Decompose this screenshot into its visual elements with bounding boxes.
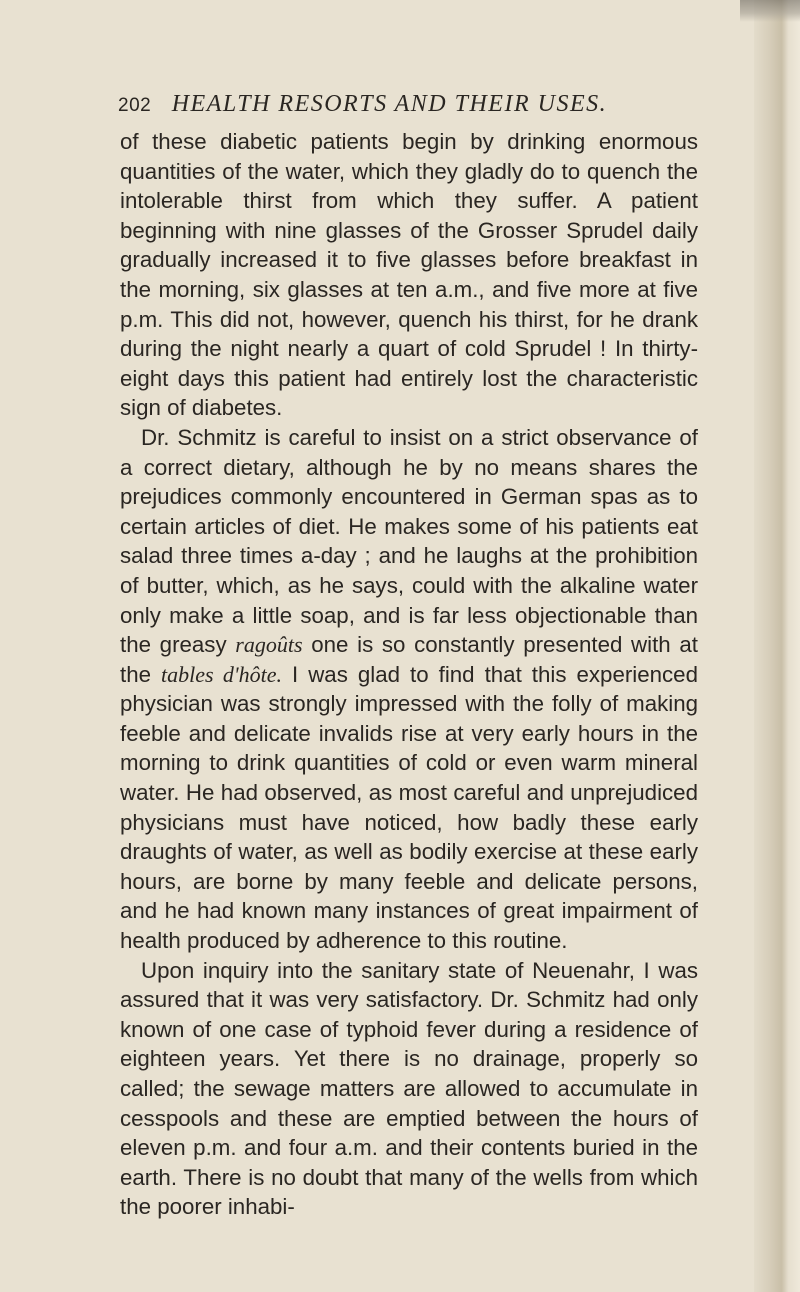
page-edge-shadow: [754, 0, 800, 1292]
page-corner-shadow: [740, 0, 800, 22]
running-head: [118, 87, 698, 121]
text-span: Dr. Schmitz is careful to insist on a strict observance of a correct dietary, although he by no means shares the prejudices commonly encountered in German spas as to certain articles of diet. He makes some of his patients eat salad three times a-day ; and he laughs at the prohibition of butter, which, as he says, could with the alkaline water only make a little soap, and is far less objectionable than the greasy: [120, 424, 698, 658]
paragraph: [120, 423, 698, 956]
paragraph: of these diabetic patients begin by drinking enormous quantities of the water, which they gladly do to quench the intolerable thirst from which they suffer. A patient beginning with nine glasses of the Grosser Sprudel daily gradually increased it to five glasses before breakfast in the morning, six glasses at ten a.m., and five more at five p.m. This did not, however, quench his thirst, for he drank during the night nearly a quart of cold Sprudel ! In thirty-eight days this patient had entirely lost the characteristic sign of diabetes.: [120, 129, 698, 421]
italic-term: ragoûts: [235, 632, 303, 658]
body-text: [120, 127, 698, 1222]
italic-term: tables d'hôte.: [161, 661, 282, 687]
paragraph: Upon inquiry into the sanitary state of Neuenahr, I was assured that it was very satisfactory. Dr. Schmitz had only known of one case of typhoid fever during a residence of eighteen years. Yet there is no drainage, properly so called; the sewage matters are allowed to accumulate in cesspools and these are emptied between the hours of eleven p.m. and four a.m. and their contents buried in the earth. There is no doubt that many of the wells from which the poorer inhabi-: [120, 957, 698, 1220]
page-number: 202: [118, 95, 152, 116]
text-span: I was glad to find that this experienced physician was strongly impressed with the folly of making feeble and delicate invalids rise at very early hours in the morning to drink quantities of cold or even warm mineral water. He had observed, as most careful and unprejudiced physicians must have noticed, how badly these early draughts of water, as well as bodily exercise at these early hours, are borne by many feeble and delicate persons, and he had known many instances of great impairment of health produced by adherence to this routine.: [120, 661, 698, 954]
text-span: one is so constantly presented with at the: [120, 632, 698, 687]
running-title: HEALTH RESORTS AND THEIR USES.: [171, 91, 608, 117]
